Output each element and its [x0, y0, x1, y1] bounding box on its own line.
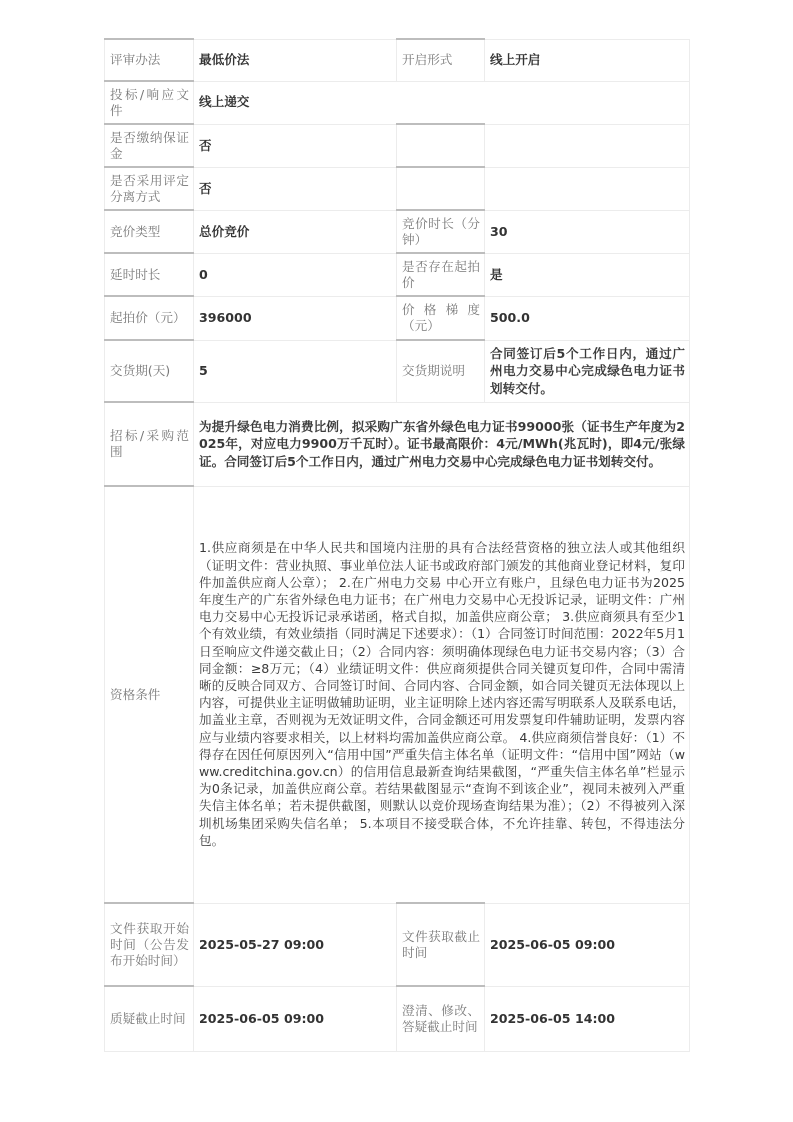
- table-row: [105, 253, 690, 296]
- deposit-value: 否: [194, 124, 397, 167]
- table-row: [105, 402, 690, 486]
- separation-value: 否: [194, 167, 397, 210]
- delay-label: 延时时长: [105, 253, 194, 296]
- separation-label: 是否采用评定分离方式: [105, 167, 194, 210]
- empty-label: [397, 124, 485, 167]
- bid-type-label: 竞价类型: [105, 210, 194, 253]
- price-step-label: 价格梯度（元）: [397, 296, 485, 340]
- has-start-price-value: 是: [485, 253, 690, 296]
- delivery-note-label: 交货期说明: [397, 340, 485, 402]
- delivery-note-value: 合同签订后5个工作日内，通过广州电力交易中心完成绿色电力证书划转交付。: [485, 340, 690, 402]
- delay-value: 0: [194, 253, 397, 296]
- empty-label: [397, 167, 485, 210]
- doc-start-label: 文件获取开始时间（公告发布开始时间）: [105, 903, 194, 986]
- doc-start-value: 2025-05-27 09:00: [194, 903, 397, 986]
- bid-type-value: 总价竞价: [194, 210, 397, 253]
- bid-doc-value: 线上递交: [194, 81, 690, 124]
- scope-label: 招标/采购范围: [105, 402, 194, 486]
- table-row: [105, 296, 690, 340]
- doc-end-label: 文件获取截止时间: [397, 903, 485, 986]
- bid-duration-value: 30: [485, 210, 690, 253]
- start-price-label: 起拍价（元）: [105, 296, 194, 340]
- table-row: [105, 81, 690, 124]
- table-row: [105, 124, 690, 167]
- eval-method-value: 最低价法: [194, 39, 397, 81]
- clarify-end-label: 澄清、修改、答疑截止时间: [397, 986, 485, 1051]
- qualification-value: 1.供应商须是在中华人民共和国境内注册的具有合法经营资格的独立法人或其他组织（证明文件：营业执照、事业单位法人证书或政府部门颁发的其他商业登记材料，复印件加盖供应商人公章）； 2.在广州电力交易 中心开立有账户，且绿色电力证书为2025年度生产的广东省外绿色电力证书；在广州电力交易中心无投诉记录，证明文件：广州电力交易中心无投诉记录承诺函，格式自拟，加盖供应商公章； 3.供应商须具有至少1个有效业绩，有效业绩指（同时满足下述要求）：（1）合同签订时间范围：2022年5月1日至响应文件递交截止日；（2）合同内容：须明确体现绿色电力证书交易内容；（3）合同金额：≥8万元；（4）业绩证明文件：供应商须提供合同关键页复印件，合同中需清晰的反映合同双方、合同签订时间、合同内容、合同金额，如合同关键页无法体现以上内容，可提供业主证明做辅助证明，业主证明除上述内容还需写明联系人及联系电话，加盖业主章，否则视为无效证明文件，合同金额还可用发票复印件辅助证明，发票内容应与业绩内容要求相关，以上材料均需加盖供应商公章。 4.供应商须信誉良好：（1）不得存在因任何原因列入“信用中国”严重失信主体名单（证明文件：“信用中国”网站（www.creditchina.gov.cn）的信用信息最新查询结果截图，“严重失信主体名单”栏显示为0条记录，加盖供应商公章。若结果截图显示“查询不到该企业”，视同未被列入严重失信主体名单；若未提供截图，则默认以竞价现场查询结果为准）；（2）不得被列入深圳机场集团采购失信名单； 5.本项目不接受联合体，不允许挂靠、转包，不得违法分包。: [194, 486, 690, 903]
- query-end-label: 质疑截止时间: [105, 986, 194, 1051]
- has-start-price-label: 是否存在起拍价: [397, 253, 485, 296]
- table-row: [105, 210, 690, 253]
- qualification-label: 资格条件: [105, 486, 194, 903]
- start-price-value: 396000: [194, 296, 397, 340]
- scope-value: 为提升绿色电力消费比例，拟采购广东省外绿色电力证书99000张（证书生产年度为2025年，对应电力9900万千瓦时）。证书最高限价：4元/MWh(兆瓦时)，即4元/张绿证。合同签订后5个工作日内，通过广州电力交易中心完成绿色电力证书划转交付。: [194, 402, 690, 486]
- open-form-label: 开启形式: [397, 39, 485, 81]
- table-row: [105, 903, 690, 986]
- bid-doc-label: 投标/响应文件: [105, 81, 194, 124]
- empty-value: [485, 167, 690, 210]
- delivery-days-label: 交货期(天): [105, 340, 194, 402]
- empty-value: [485, 124, 690, 167]
- deposit-label: 是否缴纳保证金: [105, 124, 194, 167]
- delivery-days-value: 5: [194, 340, 397, 402]
- bid-duration-label: 竞价时长（分钟）: [397, 210, 485, 253]
- table-row: [105, 986, 690, 1051]
- table-row: [105, 340, 690, 402]
- open-form-value: 线上开启: [485, 39, 690, 81]
- table-row: [105, 486, 690, 903]
- query-end-value: 2025-06-05 09:00: [194, 986, 397, 1051]
- doc-end-value: 2025-06-05 09:00: [485, 903, 690, 986]
- table-row: [105, 167, 690, 210]
- tender-info-table: [104, 38, 690, 1052]
- price-step-value: 500.0: [485, 296, 690, 340]
- clarify-end-value: 2025-06-05 14:00: [485, 986, 690, 1051]
- eval-method-label: 评审办法: [105, 39, 194, 81]
- table-row: [105, 39, 690, 81]
